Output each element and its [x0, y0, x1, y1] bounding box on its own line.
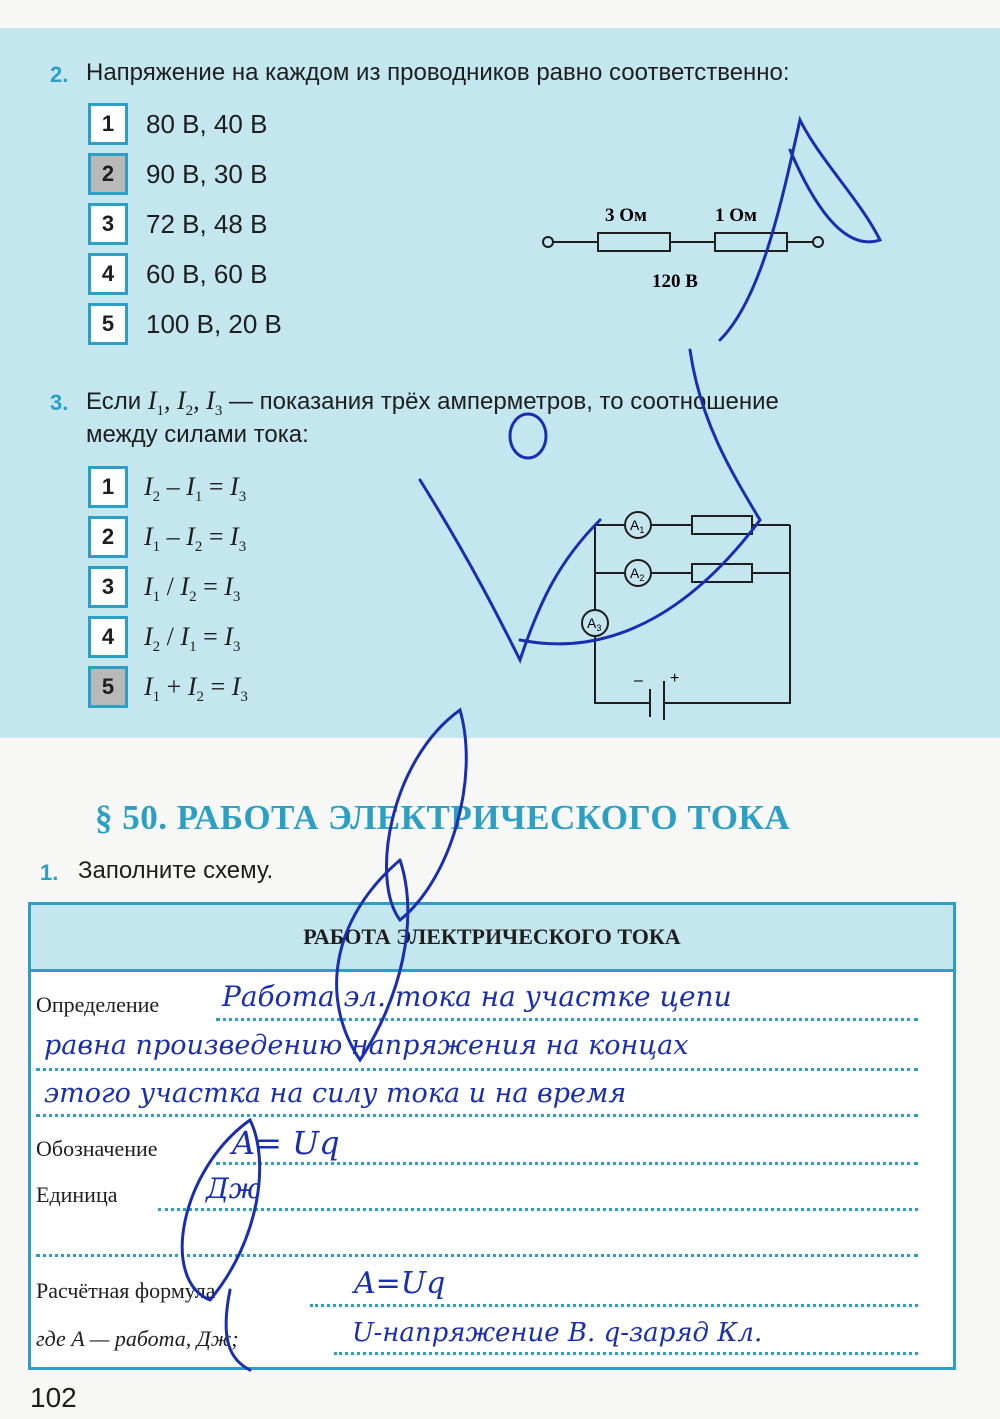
handwritten-unit: Дж [206, 1172, 261, 1205]
battery-plus-label: + [670, 670, 680, 687]
scribble-loop-lower-icon [337, 860, 408, 1060]
q3-option-box-5[interactable]: 5 [88, 666, 128, 708]
q2-number: 2. [50, 62, 69, 87]
q2-option-box-3[interactable]: 3 [88, 203, 128, 245]
q2-option-text-5: 100 В, 20 В [146, 309, 282, 339]
q3-text-pre: Если [86, 388, 148, 415]
where-label: где A — работа, Дж; [36, 1326, 239, 1351]
q2-option-box-2[interactable]: 2 [88, 153, 128, 195]
ammeter-a2-label: $A_2$ [630, 565, 645, 583]
q3-option-box-1[interactable]: 1 [88, 466, 128, 508]
q3-text-post: — показания трёх амперметров, то соотношение [222, 388, 779, 415]
handwritten-where: U-напряжение В. q-заряд Кл. [352, 1318, 763, 1348]
resistor-1-label: 3 Ом [605, 205, 647, 226]
scribble-zero-icon [510, 414, 546, 458]
scribble-circle-bottom-icon [182, 1120, 259, 1300]
q2-option-box-5[interactable]: 5 [88, 303, 128, 345]
q3-option-formula-2: $I_1 - I_2 = I_3$ [144, 522, 247, 556]
page-number: 102 [30, 1382, 77, 1413]
scribble-checkmark-icon [420, 480, 600, 660]
q3-option-box-3[interactable]: 3 [88, 566, 128, 608]
section-title: § 50. РАБОТА ЭЛЕКТРИЧЕСКОГО ТОКА [95, 798, 791, 837]
scribble-tail-icon [226, 1290, 250, 1370]
task-1-text: Заполните схему. [78, 857, 274, 884]
voltage-label: 120 В [652, 271, 698, 292]
q3-option-box-4[interactable]: 4 [88, 616, 128, 658]
q3-text-line2: между силами тока: [86, 421, 309, 448]
q3-number: 3. [50, 390, 69, 415]
q3-option-formula-1: $I_2 - I_1 = I_3$ [144, 472, 247, 506]
q3-option-formula-3: $I_1 / I_2 = I_3$ [144, 572, 241, 606]
handwritten-definition-1: Работа эл. тока на участке цепи [222, 980, 732, 1013]
q3-option-box-2[interactable]: 2 [88, 516, 128, 558]
q3-option-formula-5: $I_1 + I_2 = I_3$ [144, 672, 248, 706]
handwritten-symbol: A= Uq [232, 1124, 340, 1162]
q3-currents: $I_1$, $I_2$, $I_3$ [147, 386, 223, 420]
scribble-top-right-icon [720, 120, 880, 340]
ammeter-a3-label: $A_3$ [587, 615, 602, 633]
q2-option-text-4: 60 В, 60 В [146, 259, 268, 289]
q2-option-box-1[interactable]: 1 [88, 103, 128, 145]
scribble-loop-upper-icon [387, 710, 467, 920]
handwritten-definition-2: равна произведению напряжения на концах [44, 1030, 689, 1061]
definition-label: Определение [36, 992, 160, 1017]
ammeter-a1-label: $A_1$ [630, 517, 645, 535]
q2-option-box-4[interactable]: 4 [88, 253, 128, 295]
resistor-2-label: 1 Ом [715, 205, 757, 226]
handwritten-definition-3: этого участка на силу тока и на время [44, 1078, 627, 1109]
battery-minus-label: – [634, 672, 643, 689]
q2-option-text-1: 80 В, 40 В [146, 109, 268, 139]
unit-label: Единица [36, 1182, 118, 1207]
scribble-middle-icon [520, 350, 760, 644]
symbol-label: Обозначение [36, 1136, 158, 1161]
task-1-number: 1. [40, 860, 59, 885]
formula-label: Расчётная формула [36, 1278, 216, 1303]
handwritten-formula: A=Uq [354, 1266, 446, 1301]
q2-text: Напряжение на каждом из проводников равно соответственно: [86, 59, 790, 86]
scheme-header: РАБОТА ЭЛЕКТРИЧЕСКОГО ТОКА [31, 905, 953, 972]
q2-option-text-2: 90 В, 30 В [146, 159, 268, 189]
q3-option-formula-4: $I_2 / I_1 = I_3$ [144, 622, 241, 656]
q2-option-text-3: 72 В, 48 В [146, 209, 268, 239]
